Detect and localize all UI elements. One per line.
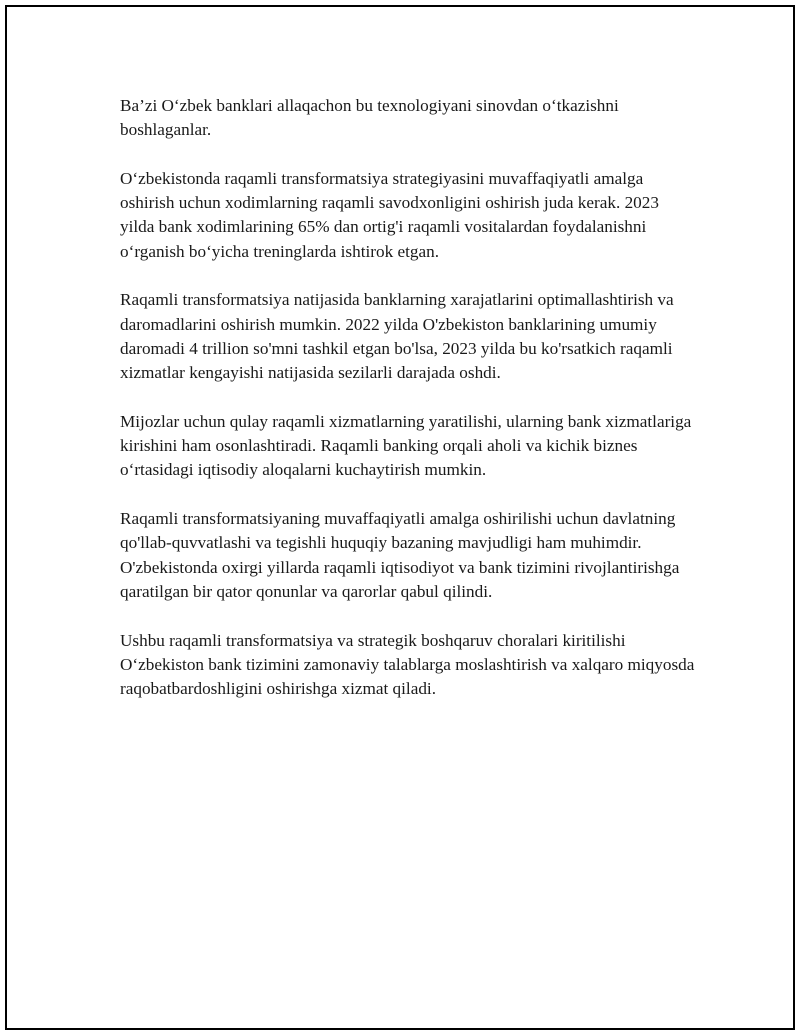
document-page xyxy=(5,5,795,1030)
document-body xyxy=(120,94,695,726)
paragraph-6: Ushbu raqamli transformatsiya va strategik boshqaruv choralari kiritilishi O‘zbekiston bank tizimini zamonaviy talablarga moslashtirish va xalqaro miqyosda raqobatbardoshligini oshirishga xizmat qiladi. xyxy=(120,630,695,699)
paragraph-5: Raqamli transformatsiyaning muvaffaqiyatli amalga oshirilishi uchun davlatning qo'llab-quvvatlashi va tegishli huquqiy bazaning mavjudligi ham muhimdir. O'zbekistonda oxirgi yillarda raqamli iqtisodiyot va bank tizimini rivojlantirishga qaratilgan bir qator qonunlar va qarorlar qabul qilindi. xyxy=(120,509,680,601)
paragraph-4: Mijozlar uchun qulay raqamli xizmatlarning yaratilishi, ularning bank xizmatlariga kirishini ham osonlashtiradi. Raqamli banking orqali aholi va kichik biznes o‘rtasidagi iqtisodiy aloqalarni kuchaytirish mumkin. xyxy=(120,411,692,480)
paragraph-2: O‘zbekistonda raqamli transformatsiya strategiyasini muvaffaqiyatli amalga oshirish uchun xodimlarning raqamli savodxonligini oshirish juda kerak. 2023 yilda bank xodimlarining 65% dan ortig'i raqamli vositalardan foydalanishni o‘rganish bo‘yicha treninglarda ishtirok etgan. xyxy=(120,168,659,261)
paragraph-3: Raqamli transformatsiya natijasida banklarning xarajatlarini optimallashtirish va daromadlarini oshirish mumkin. 2022 yilda O'zbekiston banklarining umumiy daromadi 4 trillion so'mni tashkil etgan bo'lsa, 2023 yilda bu ko'rsatkich raqamli xizmatlar kengayishi natijasida sezilarli darajada oshdi. xyxy=(120,290,674,383)
paragraph-1: Ba’zi O‘zbek banklari allaqachon bu texnologiyani sinovdan o‘tkazishni boshlaganlar. xyxy=(120,96,619,140)
